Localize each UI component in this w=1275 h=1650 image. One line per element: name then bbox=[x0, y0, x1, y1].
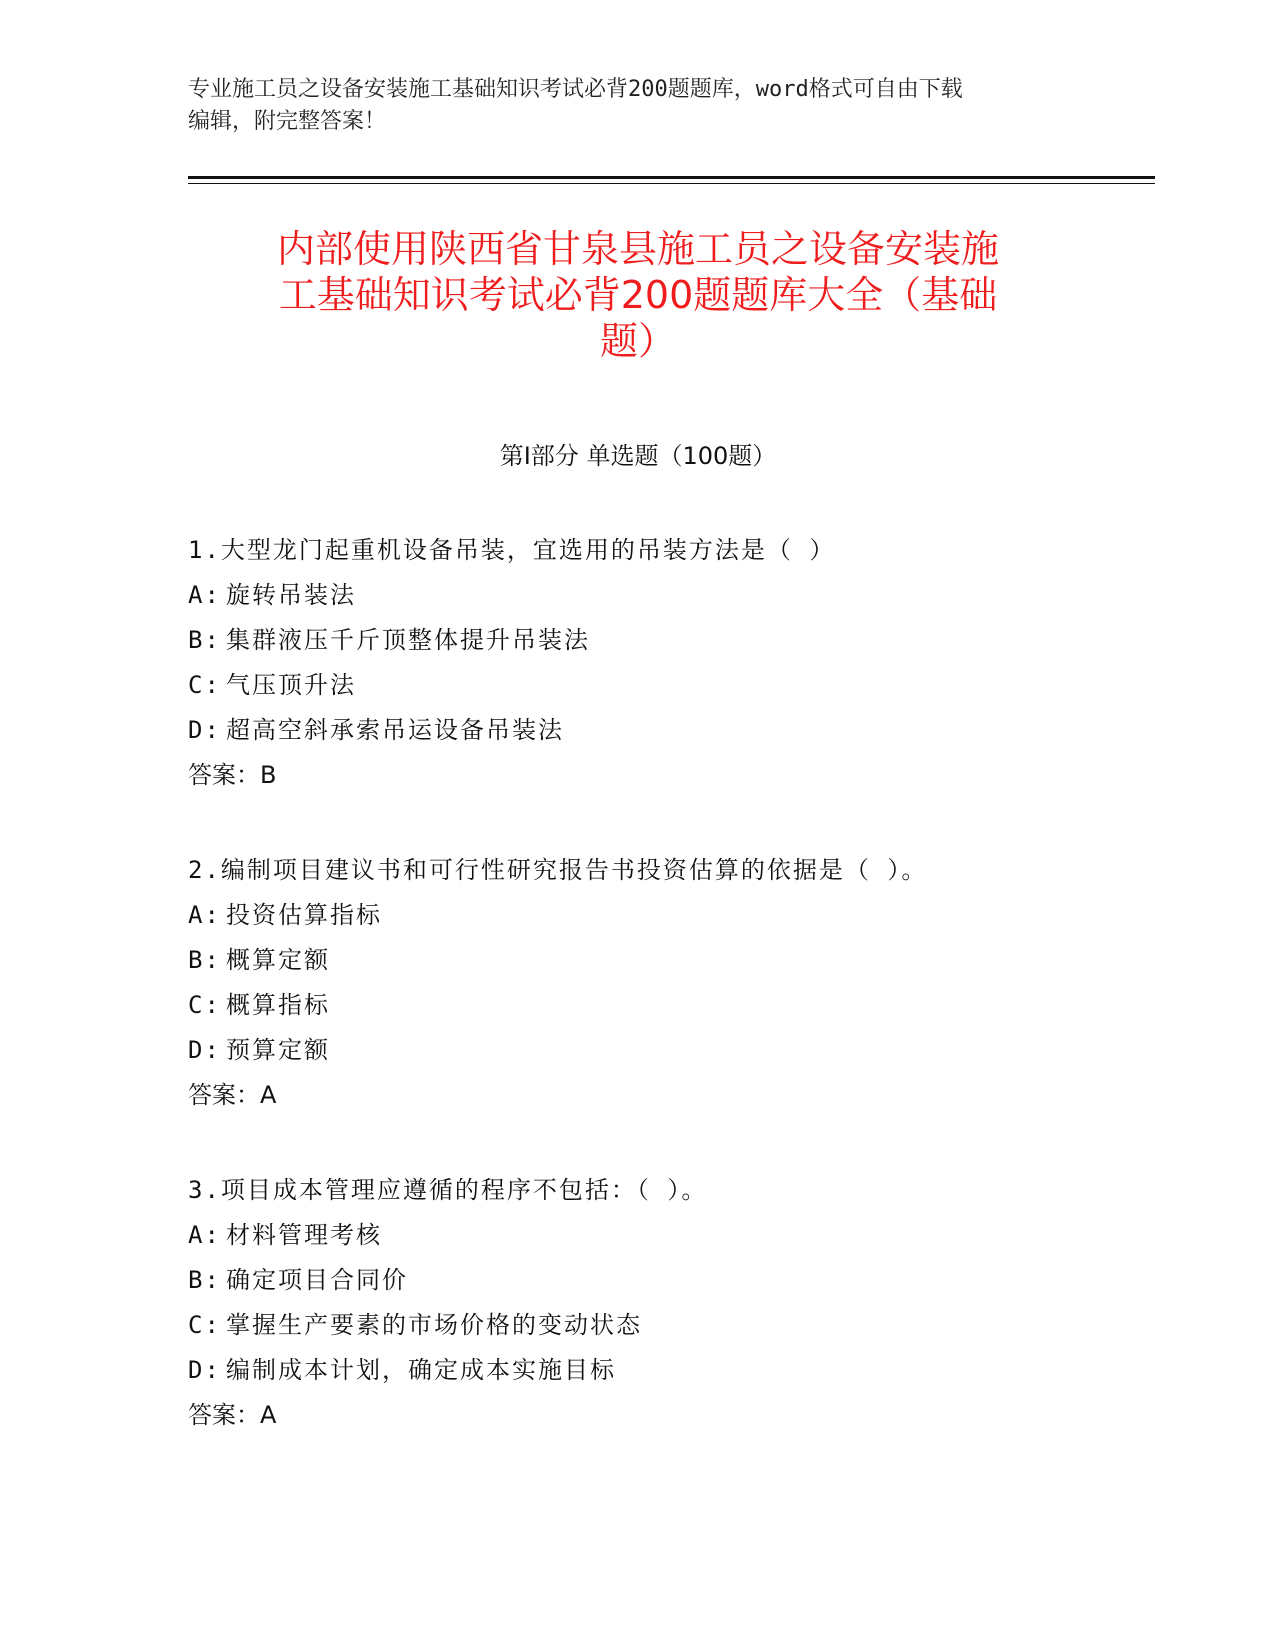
option-text: 气压顶升法 bbox=[226, 671, 356, 699]
option-letter: C: bbox=[188, 991, 221, 1019]
option-b bbox=[188, 1258, 1148, 1303]
option-text: 概算定额 bbox=[226, 946, 330, 974]
option-d bbox=[188, 708, 1148, 753]
option-text: 超高空斜承索吊运设备吊装法 bbox=[226, 716, 564, 744]
option-text: 材料管理考核 bbox=[226, 1221, 382, 1249]
option-letter: B: bbox=[188, 946, 221, 974]
answer-label: 答案：A bbox=[188, 1401, 277, 1429]
question-item bbox=[188, 1168, 1148, 1488]
question-stem: 3.项目成本管理应遵循的程序不包括：（ ）。 bbox=[188, 1176, 708, 1204]
question-list bbox=[188, 528, 1148, 1488]
option-a bbox=[188, 893, 1148, 938]
option-text: 概算指标 bbox=[226, 991, 330, 1019]
option-text: 掌握生产要素的市场价格的变动状态 bbox=[226, 1311, 642, 1339]
option-letter: C: bbox=[188, 671, 221, 699]
section-heading: 第I部分 单选题（100题） bbox=[499, 442, 777, 470]
question-stem: 2.编制项目建议书和可行性研究报告书投资估算的依据是（ ）。 bbox=[188, 856, 928, 884]
option-c bbox=[188, 983, 1148, 1028]
question-item bbox=[188, 848, 1148, 1168]
header-divider-thin bbox=[188, 183, 1155, 184]
option-c bbox=[188, 1303, 1148, 1348]
question-stem: 1.大型龙门起重机设备吊装，宜选用的吊装方法是（ ） bbox=[188, 536, 836, 564]
option-letter: A: bbox=[188, 581, 221, 609]
header-note-line2: 编辑，附完整答案！ bbox=[188, 109, 387, 134]
header-note bbox=[188, 74, 1088, 138]
option-letter: A: bbox=[188, 1221, 221, 1249]
option-c bbox=[188, 663, 1148, 708]
option-letter: A: bbox=[188, 901, 221, 929]
title-line3: 题） bbox=[599, 319, 676, 363]
answer-label: 答案：A bbox=[188, 1081, 277, 1109]
document-title bbox=[188, 226, 1088, 364]
option-a bbox=[188, 1213, 1148, 1258]
option-letter: D: bbox=[188, 716, 221, 744]
option-text: 预算定额 bbox=[226, 1036, 330, 1064]
title-line1: 内部使用陕西省甘泉县施工员之设备安装施 bbox=[276, 227, 999, 271]
question-item bbox=[188, 528, 1148, 848]
option-d bbox=[188, 1348, 1148, 1393]
option-letter: B: bbox=[188, 1266, 221, 1294]
option-letter: D: bbox=[188, 1036, 221, 1064]
option-text: 投资估算指标 bbox=[226, 901, 382, 929]
option-letter: C: bbox=[188, 1311, 221, 1339]
option-b bbox=[188, 938, 1148, 983]
option-text: 编制成本计划，确定成本实施目标 bbox=[226, 1356, 616, 1384]
option-b bbox=[188, 618, 1148, 663]
title-line2: 工基础知识考试必背200题题库大全（基础 bbox=[278, 273, 998, 317]
header-divider-thick bbox=[188, 176, 1155, 179]
option-letter: B: bbox=[188, 626, 221, 654]
option-text: 确定项目合同价 bbox=[226, 1266, 408, 1294]
option-a bbox=[188, 573, 1148, 618]
answer-label: 答案：B bbox=[188, 761, 277, 789]
header-note-line1: 专业施工员之设备安装施工基础知识考试必背200题题库，word格式可自由下载 bbox=[188, 77, 963, 102]
option-text: 集群液压千斤顶整体提升吊装法 bbox=[226, 626, 590, 654]
option-text: 旋转吊装法 bbox=[226, 581, 356, 609]
option-letter: D: bbox=[188, 1356, 221, 1384]
option-d bbox=[188, 1028, 1148, 1073]
